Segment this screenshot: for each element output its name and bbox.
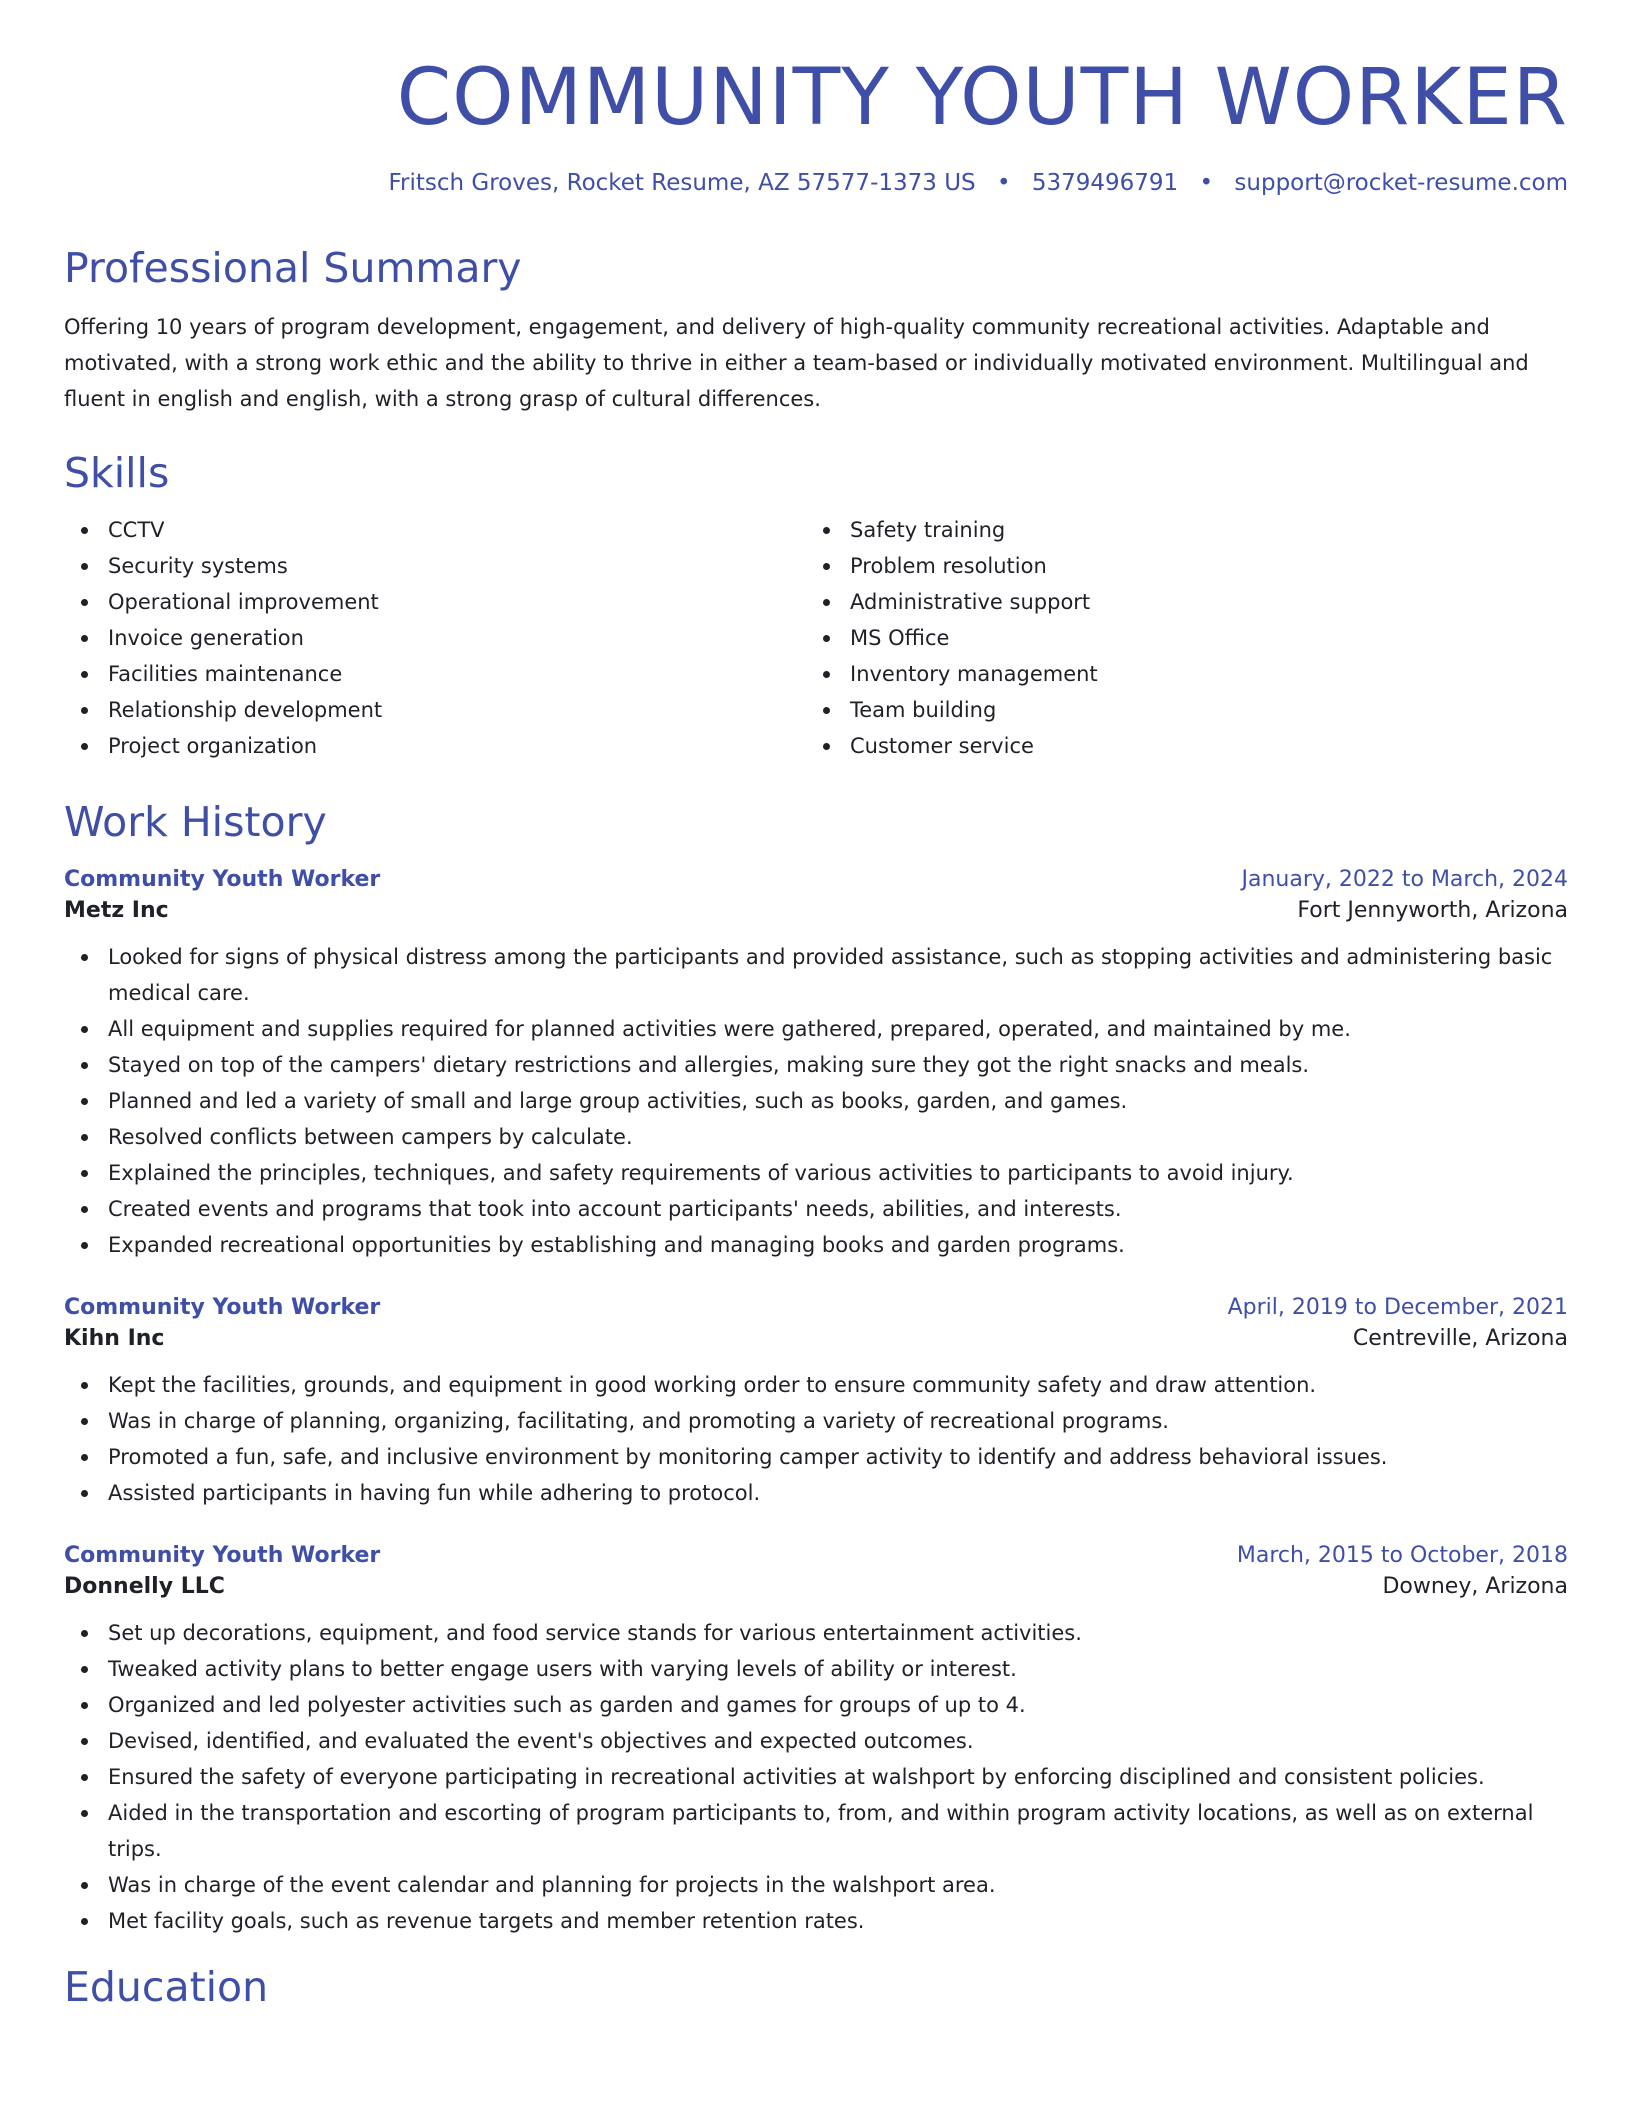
job-dates: January, 2022 to March, 2024 [1241,867,1568,893]
skill-item: Security systems [64,548,806,584]
job-company-row [64,898,1568,923]
contact-separator: • [996,169,1011,196]
resume-name-heading: COMMUNITY YOUTH WORKER [396,53,1568,143]
contact-email: support@rocket-resume.com [1234,169,1568,196]
contact-line [64,170,1568,196]
job-bullet: Devised, identified, and evaluated the event's objectives and expected outcomes. [64,1723,1568,1759]
skill-item: Customer service [806,728,1548,764]
job-location: Fort Jennyworth, Arizona [1297,898,1568,924]
job-title: Community Youth Worker [64,1295,381,1321]
skill-item: Relationship development [64,692,806,728]
job-bullet: Promoted a fun, safe, and inclusive environment by monitoring camper activity to identify and address behavioral issues. [64,1439,1568,1475]
skill-item: Project organization [64,728,806,764]
job-bullets [64,1367,1568,1511]
summary-heading: Professional Summary [64,243,522,292]
job-location: Downey, Arizona [1382,1574,1568,1600]
job-bullet: Ensured the safety of everyone participating in recreational activities at walshport by enforcing disciplined and consistent policies. [64,1759,1568,1795]
job-bullet: Stayed on top of the campers' dietary restrictions and allergies, making sure they got the right snacks and meals. [64,1047,1568,1083]
job-bullet: Kept the facilities, grounds, and equipment in good working order to ensure community safety and draw attention. [64,1367,1568,1403]
job-company: Kihn Inc [64,1326,165,1352]
job-bullet: Expanded recreational opportunities by establishing and managing books and garden programs. [64,1227,1568,1263]
job-bullets [64,1615,1568,1939]
contact-phone: 5379496791 [1031,169,1179,196]
job-title: Community Youth Worker [64,867,381,893]
job-entry [64,867,1568,1263]
job-header-row [64,867,1568,892]
skills-list [64,512,1568,764]
job-bullet: Planned and led a variety of small and large group activities, such as books, garden, and games. [64,1083,1568,1119]
education-heading: Education [64,1963,269,2012]
job-bullet: Was in charge of planning, organizing, facilitating, and promoting a variety of recreational programs. [64,1403,1568,1439]
skills-heading: Skills [64,448,170,497]
skill-item: Administrative support [806,584,1548,620]
job-bullet: All equipment and supplies required for planned activities were gathered, prepared, operated, and maintained by me. [64,1011,1568,1047]
job-company: Donnelly LLC [64,1574,225,1600]
skill-item: Safety training [806,512,1548,548]
job-bullet: Organized and led polyester activities such as garden and games for groups of up to 4. [64,1687,1568,1723]
job-company-row [64,1326,1568,1351]
skill-item: CCTV [64,512,806,548]
skill-item: Problem resolution [806,548,1548,584]
job-bullet: Created events and programs that took into account participants' needs, abilities, and interests. [64,1191,1568,1227]
job-entry [64,1543,1568,1939]
job-bullet: Looked for signs of physical distress among the participants and provided assistance, such as stopping activities and administering basic medical care. [64,939,1568,1011]
job-company-row [64,1574,1568,1599]
job-bullet: Aided in the transportation and escorting of program participants to, from, and within program activity locations, as well as on external trips. [64,1795,1568,1867]
job-bullet: Tweaked activity plans to better engage users with varying levels of ability or interest. [64,1651,1568,1687]
job-bullet: Assisted participants in having fun while adhering to protocol. [64,1475,1568,1511]
contact-address: Fritsch Groves, Rocket Resume, AZ 57577-1373 US [388,169,976,196]
skill-item: Inventory management [806,656,1548,692]
skills-column-left [64,512,806,764]
job-bullet: Resolved conflicts between campers by calculate. [64,1119,1568,1155]
job-header-row [64,1295,1568,1320]
job-location: Centreville, Arizona [1352,1326,1568,1352]
job-company: Metz Inc [64,898,169,924]
job-bullet: Met facility goals, such as revenue targets and member retention rates. [64,1903,1568,1939]
skill-item: Operational improvement [64,584,806,620]
job-header-row [64,1543,1568,1568]
skill-item: Invoice generation [64,620,806,656]
job-entry [64,1295,1568,1511]
skill-item: MS Office [806,620,1548,656]
job-bullet: Was in charge of the event calendar and planning for projects in the walshport area. [64,1867,1568,1903]
skill-item: Team building [806,692,1548,728]
work-history-heading: Work History [64,798,327,847]
contact-separator: • [1199,169,1214,196]
job-bullet: Set up decorations, equipment, and food service stands for various entertainment activities. [64,1615,1568,1651]
job-dates: March, 2015 to October, 2018 [1236,1543,1568,1569]
job-bullets [64,939,1568,1263]
skills-column-right [806,512,1548,764]
skill-item: Facilities maintenance [64,656,806,692]
job-bullet: Explained the principles, techniques, and safety requirements of various activities to participants to avoid injury. [64,1155,1568,1191]
job-dates: April, 2019 to December, 2021 [1227,1295,1568,1321]
job-title: Community Youth Worker [64,1543,381,1569]
summary-text: Offering 10 years of program development, engagement, and delivery of high-quality community recreational activities. Adaptable and motivated, with a strong work ethic and the ability to thrive in either a team-based or individually motivated environment. Multilingual and fluent in english and english, with a strong grasp of cultural differences. [64,314,1529,411]
